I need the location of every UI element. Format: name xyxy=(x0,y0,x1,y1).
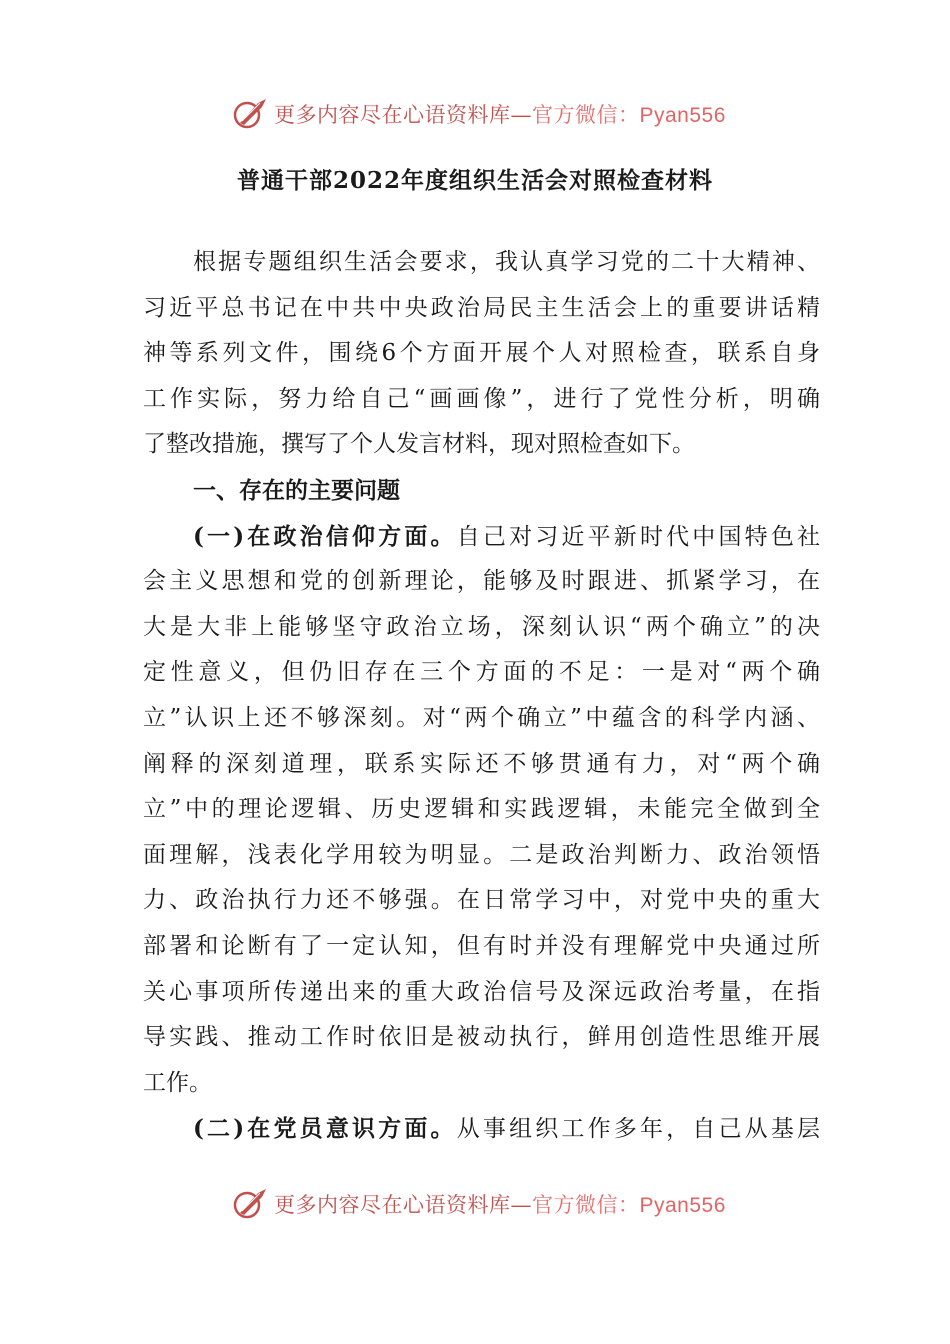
quill-logo-icon xyxy=(232,97,270,131)
line-text: 部署和论断有了一定认知，但有时并没有理解党中央通过所 xyxy=(143,932,820,959)
banner-wechat-label: 官方微信： xyxy=(532,103,640,127)
text-line xyxy=(143,514,820,560)
line-text: 神等系列文件，围绕6个方面开展个人对照检查，联系自身 xyxy=(143,340,820,367)
banner-wechat-label: 官方微信： xyxy=(532,1193,640,1217)
line-text: 面理解，浅表化学用较为明显。二是政治判断力、政治领悟 xyxy=(143,841,820,868)
line-text: 大是大非上能够坚守政治立场，深刻认识“两个确立”的决 xyxy=(143,613,820,640)
text-line xyxy=(143,422,820,468)
text-line xyxy=(143,742,820,788)
header-watermark-banner xyxy=(232,94,726,134)
text-line xyxy=(143,240,820,286)
line-text: 习近平总书记在中共中央政治局民主生活会上的重要讲话精 xyxy=(143,294,820,321)
line-text: 定性意义，但仍旧存在三个方面的不足：一是对“两个确 xyxy=(143,659,820,686)
line-text: 工作实际，努力给自己“画画像”，进行了党性分析，明确 xyxy=(143,385,820,412)
text-line xyxy=(143,970,820,1016)
line-text: 会主义思想和党的创新理论，能够及时跟进、抓紧学习，在 xyxy=(143,568,820,595)
banner-main-text: 更多内容尽在心语资料库— xyxy=(274,103,532,127)
line-text: 了整改措施，撰写了个人发言材料，现对照检查如下。 xyxy=(143,431,695,458)
text-line xyxy=(143,833,820,879)
text-line xyxy=(143,286,820,332)
line-text: 力、政治执行力还不够强。在日常学习中，对党中央的重大 xyxy=(143,887,820,914)
banner-main-text: 更多内容尽在心语资料库— xyxy=(274,1193,532,1217)
text-line xyxy=(143,605,820,651)
banner-wechat-id: Pyan556 xyxy=(639,104,726,127)
section-heading: (二)在党员意识方面。 xyxy=(193,1115,457,1143)
line-text: 自己对习近平新时代中国特色社 xyxy=(456,523,821,550)
line-text: 立”认识上还不够深刻。对“两个确立”中蕴含的科学内涵、 xyxy=(143,704,820,731)
text-line xyxy=(143,1106,820,1152)
footer-watermark-banner xyxy=(232,1184,726,1224)
text-line xyxy=(143,331,820,377)
line-text: 一、存在的主要问题 xyxy=(193,476,400,504)
text-line xyxy=(143,650,820,696)
line-text: 关心事项所传递出来的重大政治信号及深远政治考量，在指 xyxy=(143,978,820,1005)
text-line xyxy=(143,1061,820,1107)
banner-wechat-id: Pyan556 xyxy=(639,1194,726,1217)
line-text: 根据专题组织生活会要求，我认真学习党的二十大精神、 xyxy=(193,249,820,275)
line-text: 阐释的深刻道理，联系实际还不够贯通有力，对“两个确 xyxy=(143,750,820,777)
text-line xyxy=(143,878,820,924)
text-line xyxy=(143,1015,820,1061)
line-text: 立”中的理论逻辑、历史逻辑和实践逻辑，未能完全做到全 xyxy=(143,796,820,823)
text-line xyxy=(143,787,820,833)
text-line xyxy=(143,924,820,970)
text-line xyxy=(143,377,820,423)
section-heading: (一)在政治信仰方面。 xyxy=(193,522,457,550)
line-text: 导实践、推动工作时依旧是被动执行，鲜用创造性思维开展 xyxy=(143,1024,820,1051)
quill-logo-icon xyxy=(232,1187,270,1221)
line-text: 从事组织工作多年，自己从基层 xyxy=(456,1116,821,1143)
text-line xyxy=(143,696,820,742)
line-text: 工作。 xyxy=(143,1069,212,1096)
text-line xyxy=(143,559,820,605)
document-body xyxy=(143,240,820,1152)
text-line xyxy=(143,468,820,514)
document-title: 普通干部2022年度组织生活会对照检查材料 xyxy=(236,167,713,194)
